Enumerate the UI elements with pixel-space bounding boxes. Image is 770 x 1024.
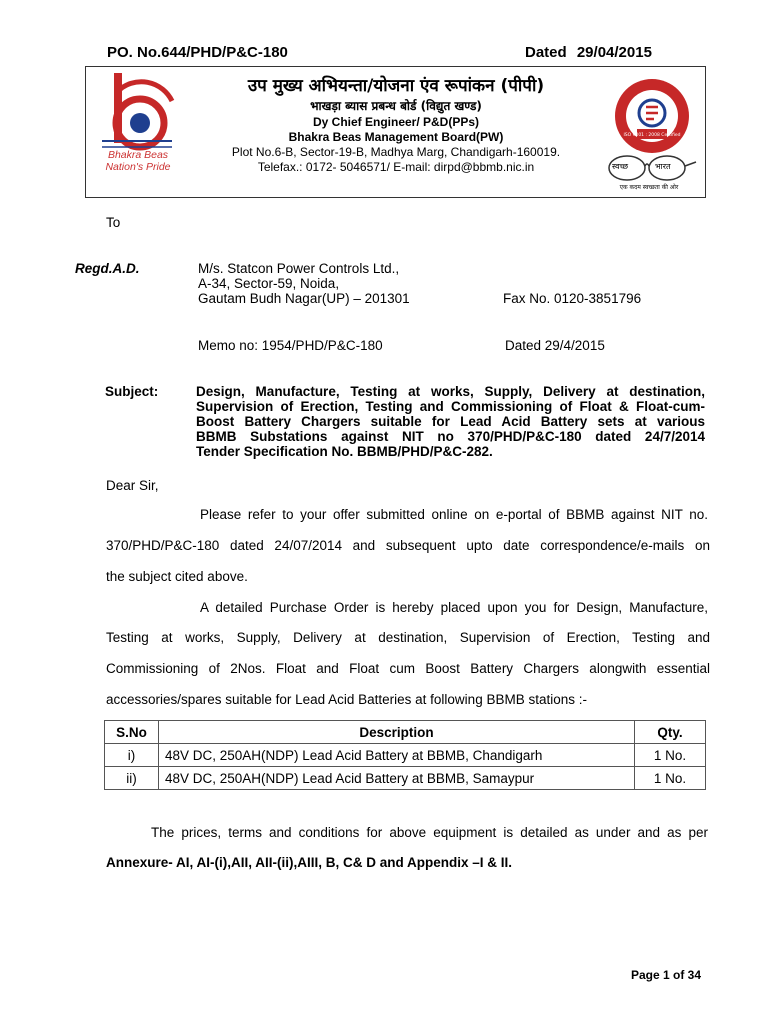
- designation: Dy Chief Engineer/ P&D(PPs): [312, 115, 480, 129]
- addressee-line: M/s. Statcon Power Controls Ltd.,: [198, 261, 400, 276]
- subject-line: Supervision of Erection, Testing and Commissioning of Float & Float-cum-: [196, 399, 705, 414]
- memo-number: Memo no: 1954/PHD/P&C-180: [198, 338, 383, 353]
- swachh-label: स्वच्छ: [612, 162, 629, 171]
- registered-ad-label: Regd.A.D.: [75, 261, 140, 276]
- paragraph-2-line: Testing at works, Supply, Delivery at destination, Supervision of Erection, Testing and: [106, 630, 710, 645]
- paragraph-2-line: Commissioning of 2Nos. Float and Float cum Boost Battery Chargers alongwith essential: [106, 661, 710, 676]
- iso-seal-text: ISO 9001 : 2008 Certified: [623, 133, 681, 138]
- table-row: [105, 744, 706, 767]
- paragraph-1-line: the subject cited above.: [106, 569, 248, 584]
- hindi-title: उप मुख्य अभियन्ता/योजना एंव रूपांकन (पीपी): [247, 76, 545, 96]
- subject-line: BBMB Substations against NIT no 370/PHD/P&C-180 dated 24/7/2014: [196, 429, 705, 444]
- letterhead: [85, 66, 706, 198]
- subject-label: Subject:: [105, 384, 159, 399]
- to-label: To: [106, 215, 121, 230]
- table-cell: i): [105, 744, 159, 767]
- swachh-tagline: एक कदम स्वच्छता की ओर: [619, 184, 679, 191]
- subject-line: Design, Manufacture, Testing at works, Supply, Delivery at destination,: [196, 384, 705, 399]
- addressee-line: A-34, Sector-59, Noida,: [198, 276, 340, 291]
- office-address: Plot No.6-B, Sector-19-B, Madhya Marg, Chandigarh-160019.: [231, 145, 561, 159]
- po-date: Dated 29/04/2015: [525, 44, 652, 61]
- paragraph-3-line: The prices, terms and conditions for above equipment is detailed as under and as per: [151, 825, 708, 840]
- organisation-name: Bhakra Beas Management Board(PW): [288, 130, 504, 144]
- paragraph-1-line: Please refer to your offer submitted online on e-portal of BBMB against NIT no.: [200, 507, 708, 522]
- stations-table: [104, 720, 706, 790]
- iso-certification-seal-icon: [613, 77, 691, 155]
- table-cell: 1 No.: [635, 744, 706, 767]
- table-cell: 1 No.: [635, 767, 706, 790]
- memo-date: Dated 29/4/2015: [505, 338, 605, 353]
- table-cell: 48V DC, 250AH(NDP) Lead Acid Battery at BBMB, Samaypur: [159, 767, 635, 790]
- addressee-line: Gautam Budh Nagar(UP) – 201301: [198, 291, 410, 306]
- table-header-row: [105, 721, 706, 744]
- subject-line: Tender Specification No. BBMB/PHD/P&C-282.: [196, 444, 493, 459]
- fax-number: Fax No. 0120-3851796: [503, 291, 642, 306]
- table-cell: ii): [105, 767, 159, 790]
- column-header: Description: [159, 721, 635, 744]
- hindi-subtitle: भाखड़ा ब्यास प्रबन्ध बोर्ड (विद्युत खण्ड): [310, 99, 482, 113]
- paragraph-2-line: accessories/spares suitable for Lead Acid Batteries at following BBMB stations :-: [106, 692, 587, 707]
- column-header: Qty.: [635, 721, 706, 744]
- logo-caption-line-1: Bhakra Beas: [107, 149, 169, 161]
- column-header: S.No: [105, 721, 159, 744]
- table-cell: 48V DC, 250AH(NDP) Lead Acid Battery at BBMB, Chandigarh: [159, 744, 635, 767]
- table-row: [105, 767, 706, 790]
- swachh-bharat-logo: [601, 153, 697, 193]
- salutation: Dear Sir,: [106, 478, 159, 493]
- paragraph-1-line: 370/PHD/P&C-180 dated 24/07/2014 and subsequent upto date correspondence/e-mails on: [106, 538, 710, 553]
- annexure-reference: Annexure- AI, AI-(i),AII, AII-(ii),AIII, B, C& D and Appendix –I & II.: [106, 855, 513, 870]
- subject-line: Boost Battery Chargers suitable for Lead Acid Battery sets at various: [196, 414, 705, 429]
- page-number: Page 1 of 34: [631, 968, 702, 982]
- bharat-label: भारत: [655, 162, 671, 171]
- logo-caption-line-2: Nation's Pride: [105, 161, 171, 173]
- po-number: PO. No.644/PHD/P&C-180: [107, 44, 288, 61]
- contact-details: Telefax.: 0172- 5046571/ E-mail: dirpd@bbmb.nic.in: [257, 160, 535, 174]
- paragraph-2-line: A detailed Purchase Order is hereby placed upon you for Design, Manufacture,: [200, 600, 708, 615]
